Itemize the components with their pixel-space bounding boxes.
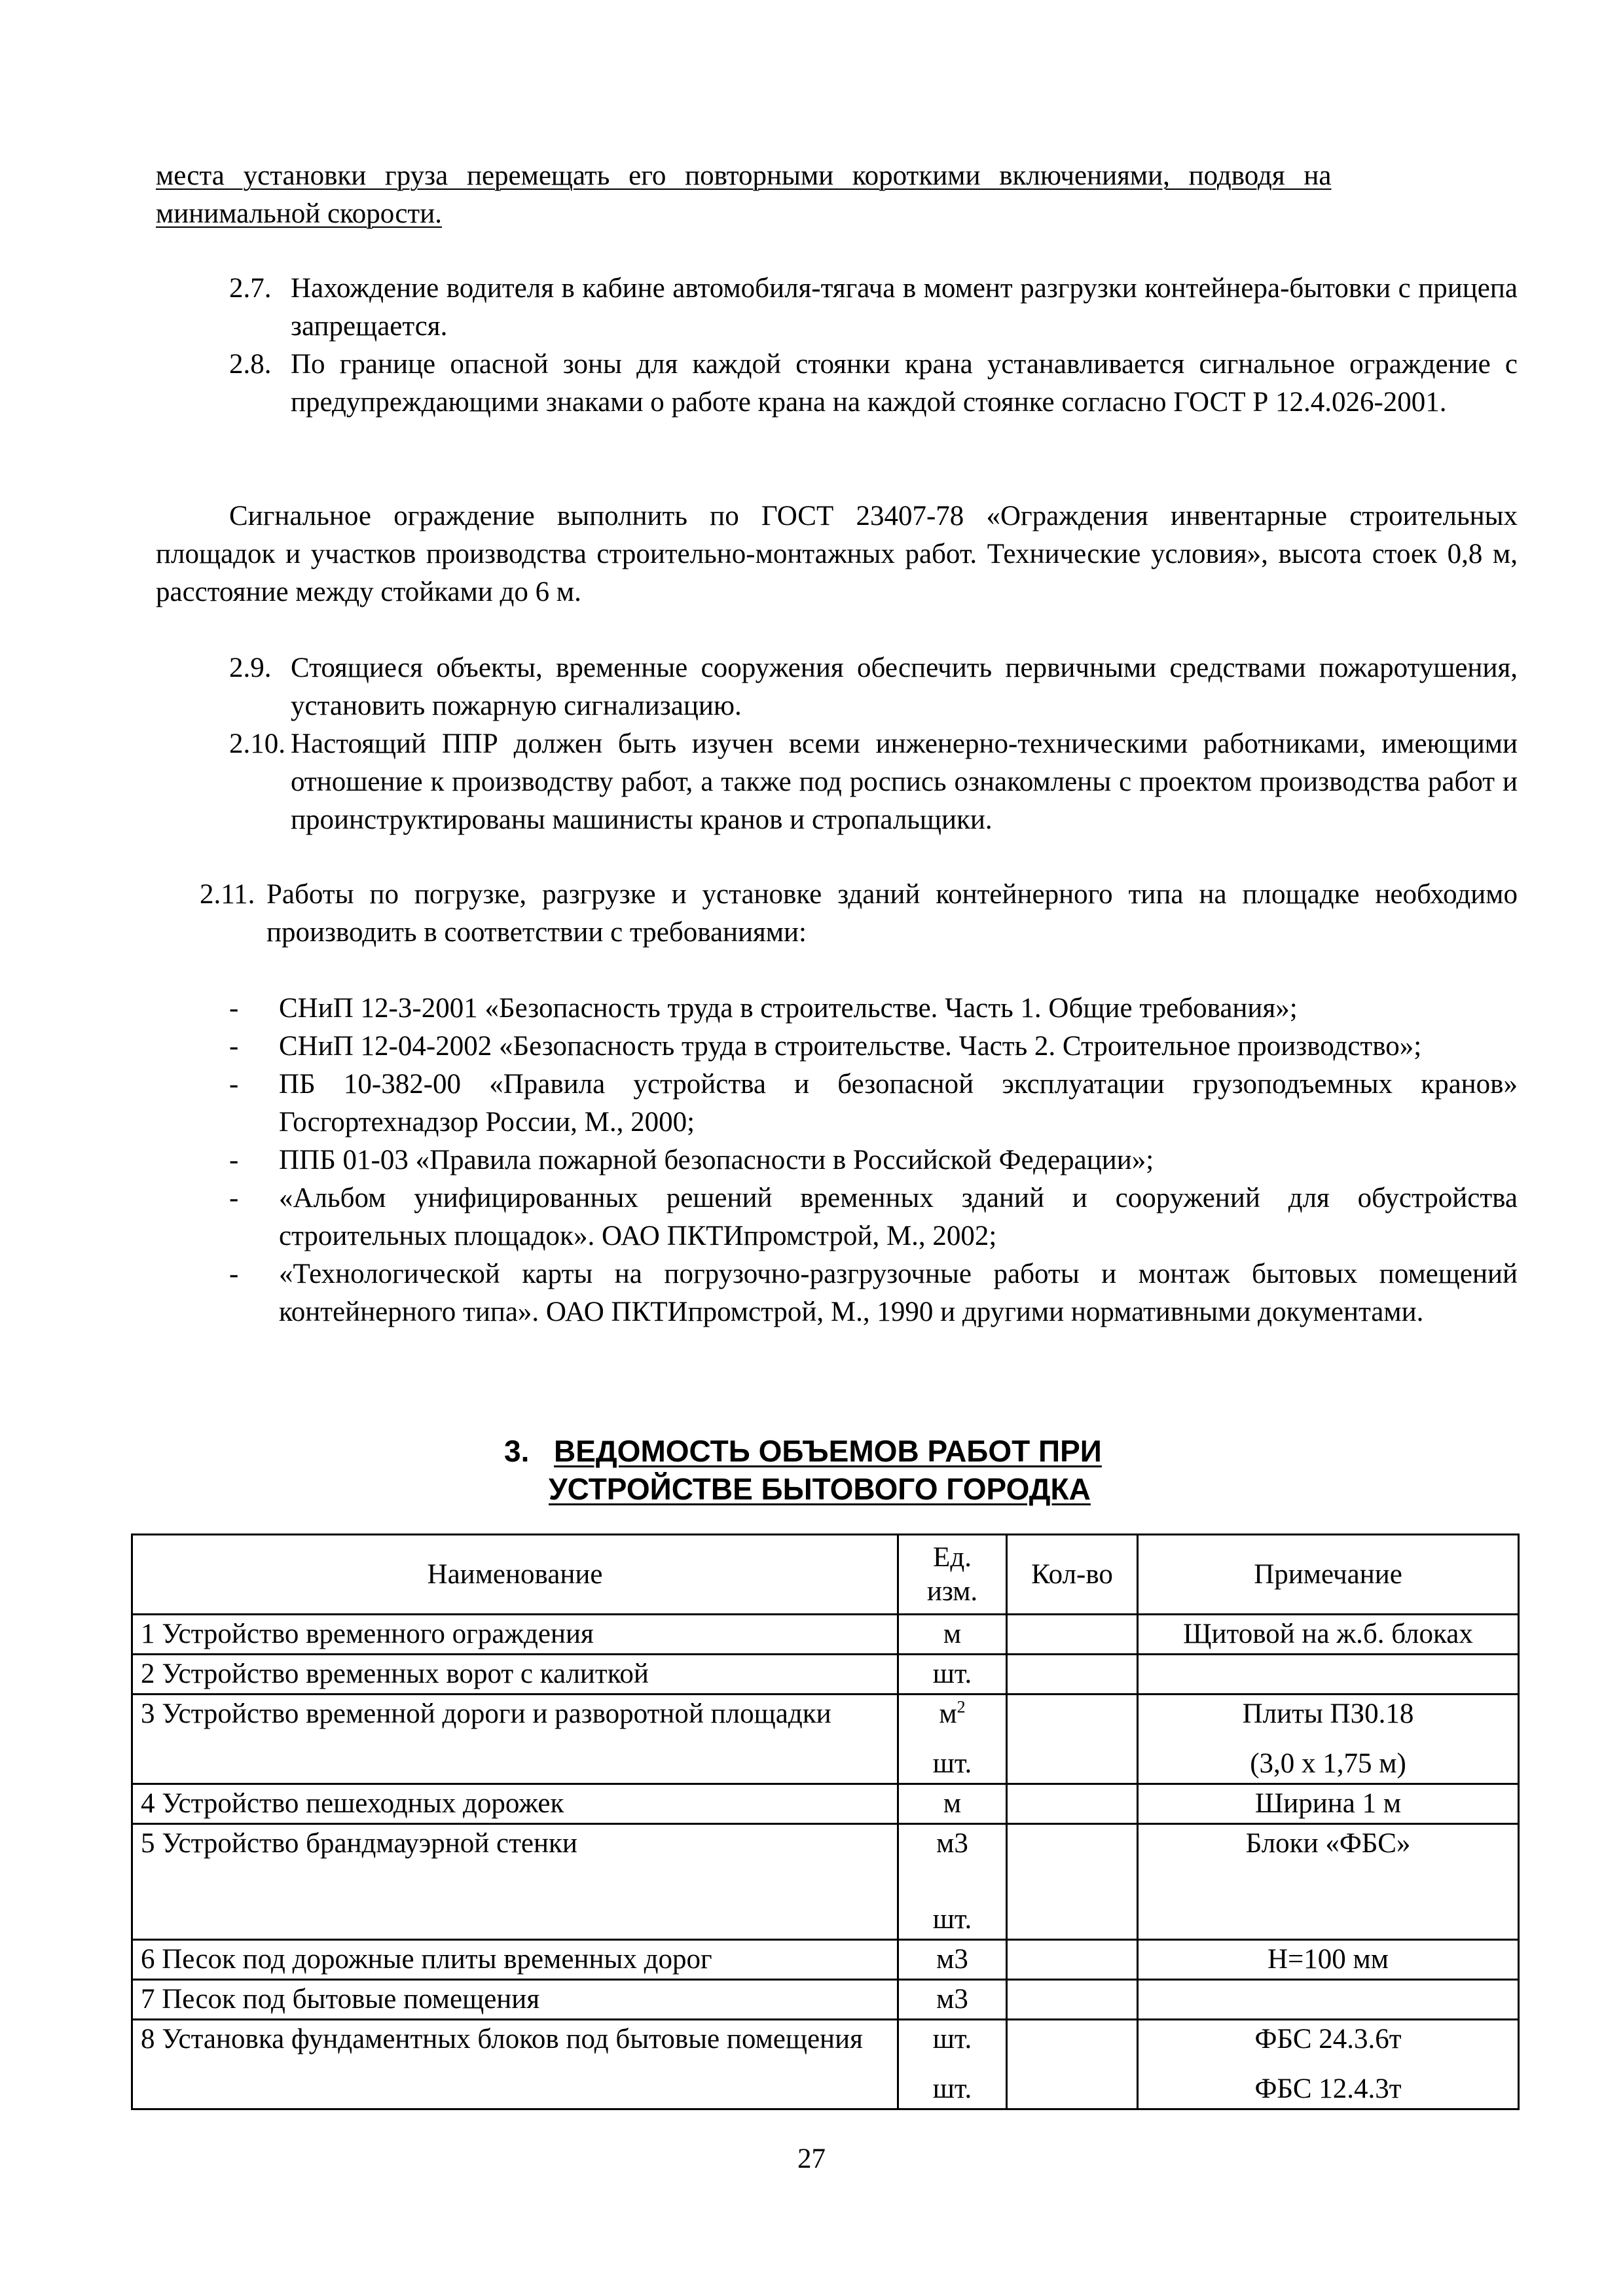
item-number: 2.11. xyxy=(200,879,255,910)
signal-fence-paragraph: Сигнальное ограждение выполнить по ГОСТ 23407-78 «Ограждения инвентарные строительных площадок и участков производства строительно-монтажных работ. Технические условия», высота стоек 0,8 м, расстояние между стойками до 6 м. xyxy=(156,501,1518,607)
list-item xyxy=(229,1255,1518,1331)
cell-name: 6 Песок под дорожные плиты временных дорог xyxy=(132,1940,898,1980)
list-item xyxy=(229,990,1518,1028)
item-number: 2.8. xyxy=(229,349,272,380)
bullet-dash: - xyxy=(229,1069,239,1100)
cell-qty xyxy=(1007,2020,1138,2109)
cell-unit-line-2: шт. xyxy=(932,1748,972,1779)
unit-m: м xyxy=(939,1698,957,1729)
cell-note xyxy=(1138,1980,1519,2020)
cell-unit-line-2: шт. xyxy=(932,2073,972,2104)
cell-unit-line-1: м3 xyxy=(936,1828,968,1859)
header-unit xyxy=(898,1535,1007,1615)
requirement-text: ППБ 01-03 «Правила пожарной безопасности в Российской Федерации»; xyxy=(279,1145,1154,1175)
cell-unit-line-2: шт. xyxy=(932,1904,972,1935)
item-number: 2.9. xyxy=(229,653,272,683)
list-item-2-10 xyxy=(229,725,1518,839)
cell-unit: м3 xyxy=(898,1940,1007,1980)
table-row xyxy=(132,1784,1519,1824)
item-text: Работы по погрузке, разгрузке и установке зданий контейнерного типа на площадке необходимо производить в соответствии с требованиями: xyxy=(266,879,1518,948)
list-item xyxy=(229,1028,1518,1066)
cell-note: Щитовой на ж.б. блоках xyxy=(1138,1615,1519,1655)
header-name: Наименование xyxy=(132,1535,898,1615)
list-item-2-7 xyxy=(229,270,1518,346)
item-text: По границе опасной зоны для каждой стоянки крана устанавливается сигнальное ограждение с предупреждающими знаками о работе крана на каждой стоянке согласно ГОСТ Р 12.4.026-2001. xyxy=(291,349,1518,418)
cell-unit-line-1: шт. xyxy=(932,2024,972,2054)
table-row xyxy=(132,2020,1519,2109)
cell-note-line-1: Плиты ПЗ0.18 xyxy=(1242,1698,1414,1729)
requirement-text: «Технологической карты на погрузочно-разгрузочные работы и монтаж бытовых помещений контейнерного типа». ОАО ПКТИпромстрой, М., 1990 и другими нормативными документами. xyxy=(279,1259,1518,1327)
cell-qty xyxy=(1007,1695,1138,1784)
cell-name: 8 Установка фундаментных блоков под бытовые помещения xyxy=(132,2020,898,2109)
requirement-text: СНиП 12-3-2001 «Безопасность труда в строительстве. Часть 1. Общие требования»; xyxy=(279,993,1298,1024)
cell-qty xyxy=(1007,1980,1138,2020)
item-number: 2.7. xyxy=(229,273,272,304)
list-item xyxy=(229,1179,1518,1255)
requirements-list xyxy=(229,990,1518,1331)
bullet-dash: - xyxy=(229,1145,239,1175)
section-number: 3. xyxy=(504,1434,530,1468)
table-row xyxy=(132,1980,1519,2020)
cell-unit xyxy=(898,1695,1007,1784)
cell-qty xyxy=(1007,1784,1138,1824)
table-row xyxy=(132,1940,1519,1980)
cell-note-line-2: ФБС 12.4.3т xyxy=(1254,2073,1402,2104)
page-number: 27 xyxy=(797,2144,826,2174)
header-note: Примечание xyxy=(1138,1535,1519,1615)
cell-note xyxy=(1138,2020,1519,2109)
requirement-text: ПБ 10-382-00 «Правила устройства и безопасной эксплуатации грузоподъемных кранов» Госгортехнадзор России, М., 2000; xyxy=(279,1069,1518,1138)
intro-line-2: минимальной скорости. xyxy=(156,198,442,229)
cell-note xyxy=(1138,1655,1519,1695)
works-volume-table xyxy=(131,1534,1520,2110)
table-row xyxy=(132,1695,1519,1784)
cell-name: 4 Устройство пешеходных дорожек xyxy=(132,1784,898,1824)
cell-note: Ширина 1 м xyxy=(1138,1784,1519,1824)
cell-note xyxy=(1138,1695,1519,1784)
cell-name: 7 Песок под бытовые помещения xyxy=(132,1980,898,2020)
cell-note-line-2: (3,0 х 1,75 м) xyxy=(1250,1748,1406,1779)
cell-unit: м xyxy=(898,1784,1007,1824)
item-number: 2.10. xyxy=(229,728,285,759)
bullet-dash: - xyxy=(229,993,239,1024)
bullet-dash: - xyxy=(229,1031,239,1062)
cell-unit: шт. xyxy=(898,1655,1007,1695)
requirement-text: «Альбом унифицированных решений временных зданий и сооружений для обустройства строительных площадок». ОАО ПКТИпромстрой, М., 2002; xyxy=(279,1183,1518,1251)
list-item xyxy=(229,1066,1518,1141)
section-title-line-1: ВЕДОМОСТЬ ОБЪЕМОВ РАБОТ ПРИ xyxy=(554,1434,1102,1468)
table-header-row xyxy=(132,1535,1519,1615)
table-row xyxy=(132,1655,1519,1695)
cell-note: Н=100 мм xyxy=(1138,1940,1519,1980)
bullet-dash: - xyxy=(229,1259,239,1289)
list-item-2-8 xyxy=(229,346,1518,422)
unit-superscript: 2 xyxy=(957,1697,966,1717)
item-text: Настоящий ППР должен быть изучен всеми инженерно-техническими работниками, имеющими отношение к производству работ, а также под роспись ознакомлены с проектом производства работ и проинструктированы машинисты кранов и стропальщики. xyxy=(291,728,1518,835)
cell-unit-line-1 xyxy=(907,1695,998,1733)
cell-note-line-1: ФБС 24.3.6т xyxy=(1254,2024,1402,2054)
cell-qty xyxy=(1007,1655,1138,1695)
list-item xyxy=(229,1141,1518,1179)
intro-paragraph xyxy=(156,157,1518,233)
list-item-2-11 xyxy=(200,876,1518,952)
item-text: Нахождение водителя в кабине автомобиля-тягача в момент разгрузки контейнера-бытовки с прицепа запрещается. xyxy=(291,273,1518,342)
header-unit-line-2: изм. xyxy=(926,1575,978,1607)
cell-name: 3 Устройство временной дороги и разворотной площадки xyxy=(132,1695,898,1784)
cell-unit: м3 xyxy=(898,1980,1007,2020)
section-title-line-2: УСТРОЙСТВЕ БЫТОВОГО ГОРОДКА xyxy=(549,1472,1091,1506)
header-unit-line-1: Ед. xyxy=(933,1541,972,1573)
item-text: Стоящиеся объекты, временные сооружения обеспечить первичными средствами пожаротушения, установить пожарную сигнализацию. xyxy=(291,653,1518,721)
cell-unit: м xyxy=(898,1615,1007,1655)
cell-qty xyxy=(1007,1940,1138,1980)
list-item-2-9 xyxy=(229,649,1518,725)
cell-unit xyxy=(898,1824,1007,1940)
intro-line-1: места установки груза перемещать его повторными короткими включениями, подводя на xyxy=(156,160,1332,191)
cell-note: Блоки «ФБС» xyxy=(1138,1824,1519,1940)
table-row xyxy=(132,1824,1519,1940)
cell-qty xyxy=(1007,1824,1138,1940)
bullet-dash: - xyxy=(229,1183,239,1213)
cell-name: 2 Устройство временных ворот с калиткой xyxy=(132,1655,898,1695)
header-qty: Кол-во xyxy=(1007,1535,1138,1615)
cell-unit xyxy=(898,2020,1007,2109)
table-row xyxy=(132,1615,1519,1655)
cell-name: 1 Устройство временного ограждения xyxy=(132,1615,898,1655)
cell-qty xyxy=(1007,1615,1138,1655)
requirement-text: СНиП 12-04-2002 «Безопасность труда в строительстве. Часть 2. Строительное производство»; xyxy=(279,1031,1422,1062)
cell-name: 5 Устройство брандмауэрной стенки xyxy=(132,1824,898,1940)
